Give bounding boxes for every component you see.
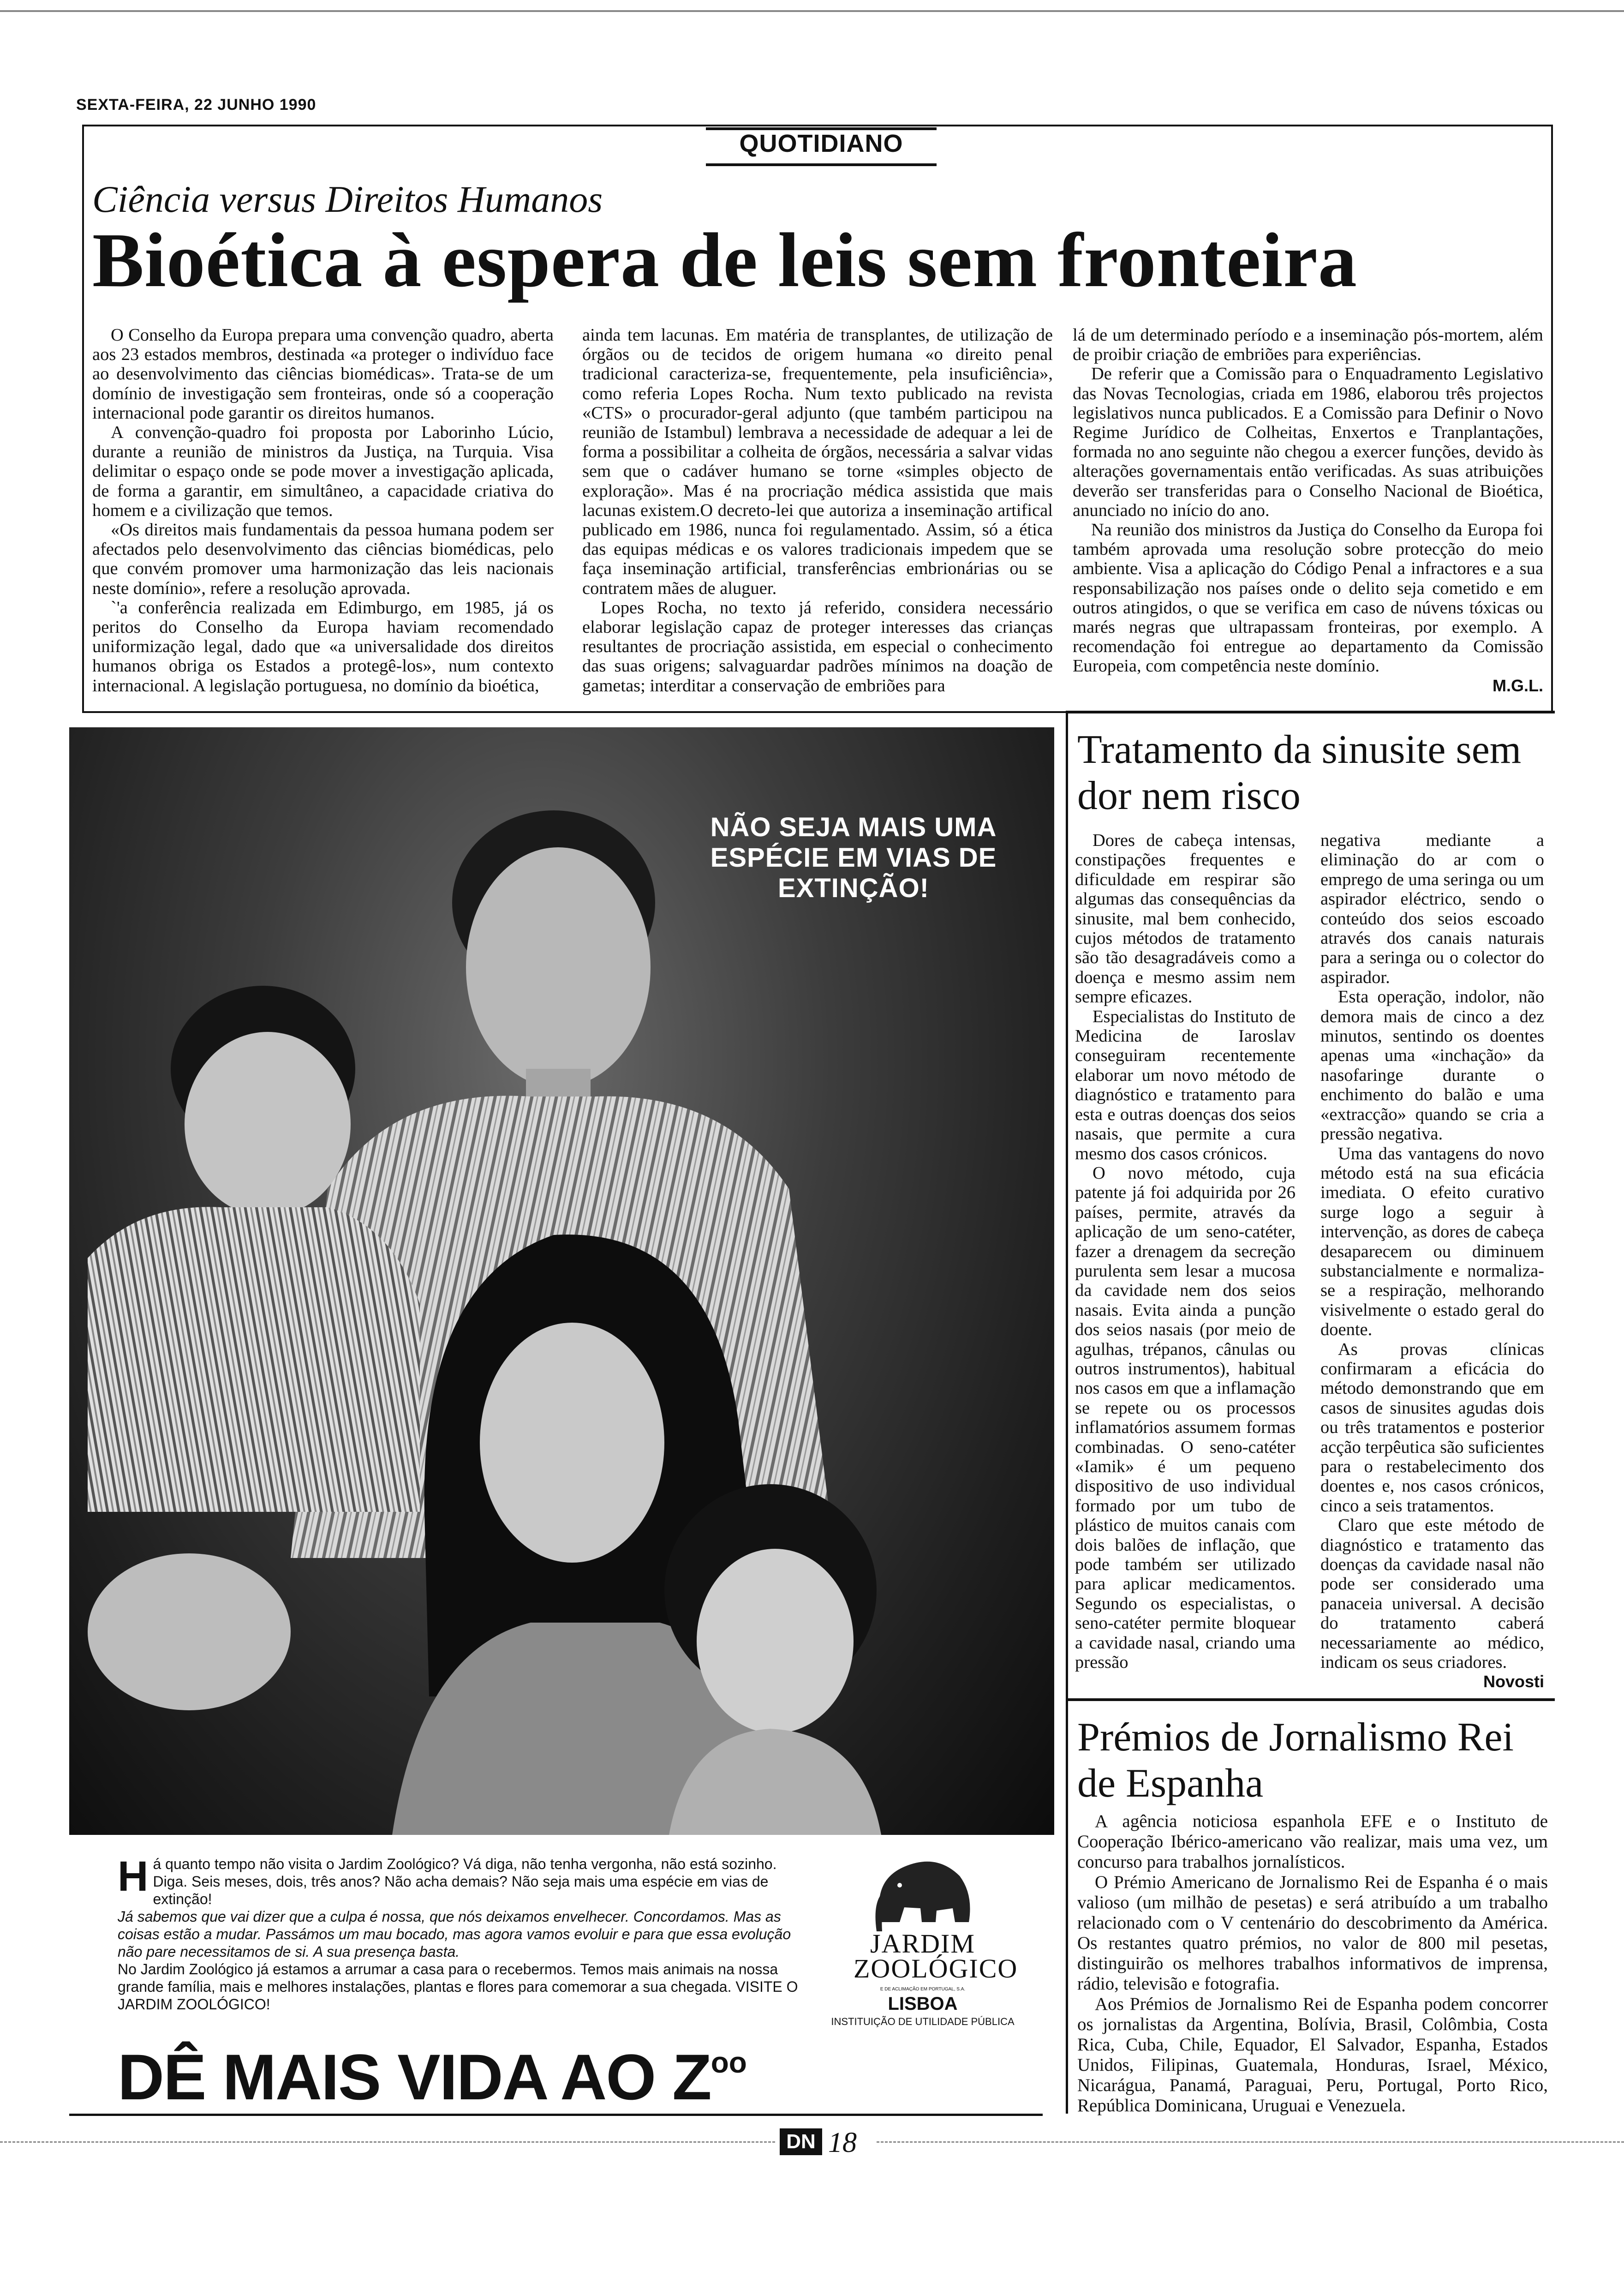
zoo-logo-name-line-1: JARDIM: [870, 1929, 975, 1959]
sinusite-headline: Tratamento da sinusite sem dor nem risco: [1077, 727, 1522, 818]
sinusite-paragraph: Claro que este método de diagnóstico e tratamento das doenças da cavidade nasal não pode ser considerado uma panaceia universal. A decisão do tratamento caberá necessariamente ao médico, indicam os seus criadores.: [1320, 1516, 1544, 1672]
article-paragraph: Na reunião dos ministros da Justiça do Conselho da Europa foi também aprovada uma resolução sobre protecção do meio ambiente. Visa a aplicação do Código Penal a infractores e a sua responsabilização nos países onde o delito seja cometido e em outros atingidos, o que se verifica em caso de núvens tóxicas ou marés negras que ultrapassam fronteiras, por exemplo. A recomendação foi entregue ao departamento da Comissão Europeia, com competência neste domínio.: [1073, 520, 1543, 676]
zoo-logo-subtitle: E DE ACLIMAÇÃO EM PORTUGAL, S.A.: [880, 1987, 966, 1992]
article-paragraph: «Os direitos mais fundamentais da pessoa humana podem ser afectados pelo desenvolvimento das ciências biomédicas, pelo que convém promover uma harmonização das leis nacionais neste domínio», refere a resolução aprovada.: [92, 520, 554, 598]
ad-big-slogan-oo: oo: [710, 2046, 747, 2079]
premios-headline: Prémios de Jornalismo Rei de Espanha: [1077, 1715, 1514, 1806]
article-paragraph: O Conselho da Europa prepara uma convenção quadro, aberta aos 23 estados membros, destinada «a proteger o indivíduo face ao desenvolvimento das ciências biomédicas». Trata-se de um domínio de investigação sem fronteiras, onde só a cooperação internacional pode garantir os direitos humanos.: [92, 325, 554, 423]
sinusite-paragraph: As provas clínicas confirmaram a eficácia do método demonstrando que em casos de sinusites agudas dois ou três tratamentos e posterior acção terpêutica são suficientes para o restabelecimento dos doentes e, nos casos crónicos, cinco a seis tratamentos.: [1320, 1339, 1544, 1516]
section-label: QUOTIDIANO: [739, 130, 903, 157]
premios-paragraph: A agência noticiosa espanhola EFE e o Instituto de Cooperação Ibérico-americano vão realizar, mais uma vez, um concurso para trabalhos jornalísticos.: [1077, 1811, 1548, 1872]
section-rule-bottom: [706, 163, 937, 166]
dn-logo-icon: DN: [780, 2128, 822, 2155]
sinusite-paragraph: negativa mediante a eliminação do ar com o emprego de uma seringa ou um aspirador eléctrico, sendo o conteúdo dos seios escoado através dos canais naturais para a seringa ou o colector do aspirador.: [1320, 831, 1544, 987]
article-paragraph: A convenção-quadro foi proposta por Laborinho Lúcio, durante a reunião de ministros da Justiça, na Turquia. Visa delimitar o espaço onde se pode mover a investigação aplicada, de forma a garantir, em simultâneo, a capacidade criativa do homem e a civilização que temos.: [92, 423, 554, 520]
ad-body-text: [118, 1855, 810, 2013]
premios-body: [1077, 1811, 1548, 2116]
article-paragraph: lá de um determinado período e a inseminação pós-mortem, além de proibir criação de embriões para experiências.: [1073, 325, 1543, 365]
ad-bottom-rule: [69, 2114, 1043, 2116]
ad-slogan: NÃO SEJA MAIS UMA ESPÉCIE EM VIAS DE EXTINÇÃO!: [710, 812, 997, 903]
premios-top-rule: [1066, 1698, 1555, 1701]
sinusite-signature: Novosti: [1483, 1672, 1544, 1691]
article-paragraph: `'a conferência realizada em Edimburgo, em 1985, já os peritos do Conselho da Europa haviam recomendado uniformização legal, dado que «a universalidade dos direitos humanos obriga os Estados a protegê-los», num contexto internacional. A legislação portuguesa, no domínio da bioética,: [92, 598, 554, 695]
ad-paragraph-italic: Já sabemos que vai dizer que a culpa é nossa, que nós deixamos envelhecer. Concordamos. Mas as coisas estão a mudar. Passámos um mau bocado, mas agora vamos evoluir e para que essa evolução não pare necessitamos de si. A sua presença basta.: [118, 1908, 791, 1960]
ad-paragraph: á quanto tempo não visita o Jardim Zoológico? Vá diga, não tenha vergonha, não está sozinho. Diga. Seis meses, dois, três anos? Não acha demais? Não seja mais uma espécie em vias de extinção!: [153, 1856, 777, 1907]
sinusite-column-2: [1320, 831, 1544, 1692]
article-headline: Bioética à espera de leis sem fronteira: [92, 217, 1357, 303]
article-signature: M.G.L.: [1493, 676, 1543, 695]
ad-big-slogan-text: DÊ MAIS VIDA AO Z: [118, 2041, 711, 2113]
footer-right-line: [877, 2141, 1624, 2143]
article-paragraph: Lopes Rocha, no texto já referido, considera necessário elaborar legislação capaz de proteger interesses das crianças resultantes de procriação assistida, em especial o conhecimento das suas origens; salvaguardar padrões mínimos na doação de gametas; interditar a conservação de embriões para: [582, 598, 1053, 695]
zoo-logo-city: LISBOA: [888, 1994, 958, 2014]
ad-big-slogan: [118, 2040, 747, 2115]
sinusite-paragraph: Dores de cabeça intensas, constipações frequentes e dificuldade em respirar são algumas das consequências da sinusite, mal bem conhecido, cujos métodos de tratamento são tão desagradáveis como a doença e mesmo assim nem sempre eficazes.: [1075, 831, 1296, 1007]
sinusite-paragraph: Uma das vantagens do novo método está na sua eficácia imediata. O efeito curativo surge logo a seguir à intervenção, as dores de cabeça desaparecem ou diminuem substancialmente e normaliza-se a respiração, melhorando visivelmente o estado geral do doente.: [1320, 1144, 1544, 1340]
page-number: 18: [828, 2127, 857, 2158]
top-rule: [0, 10, 1624, 12]
premios-paragraph: O Prémio Americano de Jornalismo Rei de Espanha é o mais valioso (um milhão de pesetas) e será atribuído a um trabalho relacionado com o V centenário do descobrimento da América. Os restantes quatro prémios, no valor de 800 mil pesetas, distinguirão os melhores trabalhos informativos de imprensa, rádio, televisão e fotografia.: [1077, 1872, 1548, 1994]
zoo-logo-name: [854, 1929, 1018, 1983]
footer-dashed-line: [0, 2141, 775, 2143]
sinusite-column-1: [1075, 831, 1296, 1672]
article-paragraph: ainda tem lacunas. Em matéria de transplantes, de utilização de órgãos ou de tecidos de origem humana «o direito penal tradicional caracteriza-se, frequentemente, pela insuficiência», como referia Lopes Rocha. Num texto publicado na revista «CTS» o procurador-geral adjunto (que também participou na reunião de Istambul) lembrava a necessidade de adequar a lei de forma a possibilitar a colheita de órgãos, necessária a salvar vidas sem que o cadáver humano se torne «simples objecto de exploração». Mas é na procriação médica assistida que mais lacunas existem.O decreto-lei que autoriza a inseminação artifical publicado em 1986, nunca foi regulamentado. Assim, só a ética das equipas médicas e os valores tradicionais impedem que se faça inseminação artificial, transferências embrionárias ou se contratem mães de aluguer.: [582, 325, 1053, 598]
zoo-logo-institution: INSTITUIÇÃO DE UTILIDADE PÚBLICA: [831, 2016, 1015, 2027]
ad-paragraph: No Jardim Zoológico já estamos a arrumar a casa para o recebermos. Temos mais animais na nossa grande família, mais e melhores instalações, plantas e flores para comemorar a sua chegada. VISITE O JARDIM ZOOLÓGICO!: [118, 1961, 798, 2013]
article-paragraph: De referir que a Comissão para o Enquadramento Legislativo das Novas Tecnologias, criada em 1986, elaborou três projectos legislativos nunca publicados. E a Comissão para Definir o Novo Regime Jurídico de Colheitas, Enxertos e Tranplantações, formada no ano seguinte não chegou a exercer funções, devido às alterações governamentais então verificadas. As suas atribuições deverão ser transferidas para o Conselho Nacional de Bioética, anunciado no início do ano.: [1073, 364, 1543, 520]
article-kicker: Ciência versus Direitos Humanos: [92, 178, 603, 220]
sinusite-paragraph: O novo método, cuja patente já foi adquirida por 26 países, permite, através da aplicação de um seno-catéter, fazer a drenagem da secreção purulenta sem lesar a mucosa da cavidade nem dos seios nasais. Evita ainda a punção dos seios nasais (por meio de agulhas, trépanos, cânulas ou outros instrumentos), habitual nos casos em que a inflamação se repete ou os processos inflamatórios assumem formas combinadas. O seno-catéter «Iamik» é um pequeno dispositivo de uso individual formado por um tubo de plástico de muitos canais com dois balões de inflação, que pode também ser utilizado para aplicar medicamentos. Segundo os especialistas, o seno-catéter permite bloquear a cavidade nasal, criando uma pressão: [1075, 1163, 1296, 1672]
sinusite-paragraph: Esta operação, indolor, não demora mais de cinco a dez minutos, sentindo os doentes apenas uma «inchação» da nasofaringe durante o enchimento do balão e uma «extracção» quando se cria a pressão negativa.: [1320, 987, 1544, 1144]
elephant-logo-icon: [867, 1853, 978, 1936]
article-column-3: [1073, 325, 1543, 695]
article-column-2: [582, 325, 1053, 695]
sidebar-top-rule: [1066, 711, 1555, 713]
premios-paragraph: Aos Prémios de Jornalismo Rei de Espanha podem concorrer os jornalistas da Argentina, Bolívia, Brasil, Colômbia, Costa Rica, Cuba, Chile, Equador, El Salvador, Espanha, Estados Unidos, Filipinas, Guatemala, Honduras, Israel, México, Nicarágua, Panamá, Paraguai, Peru, Portugal, Porto Rico, República Dominicana, Uruguai e Venezuela.: [1077, 1994, 1548, 2115]
ad-drop-cap: H: [118, 1853, 149, 1900]
article-column-1: [92, 325, 554, 695]
sinusite-paragraph: Especialistas do Instituto de Medicina de Iaroslav conseguiram recentemente elaborar um novo método de diagnóstico e tratamento para esta e outras doenças dos seios nasais, que permite a cura mesmo dos casos crónicos.: [1075, 1007, 1296, 1163]
zoo-logo-name-line-2: ZOOLÓGICO: [854, 1953, 1018, 1983]
sidebar-vertical-rule: [1066, 711, 1068, 2114]
dateline: SEXTA-FEIRA, 22 JUNHO 1990: [76, 96, 316, 114]
